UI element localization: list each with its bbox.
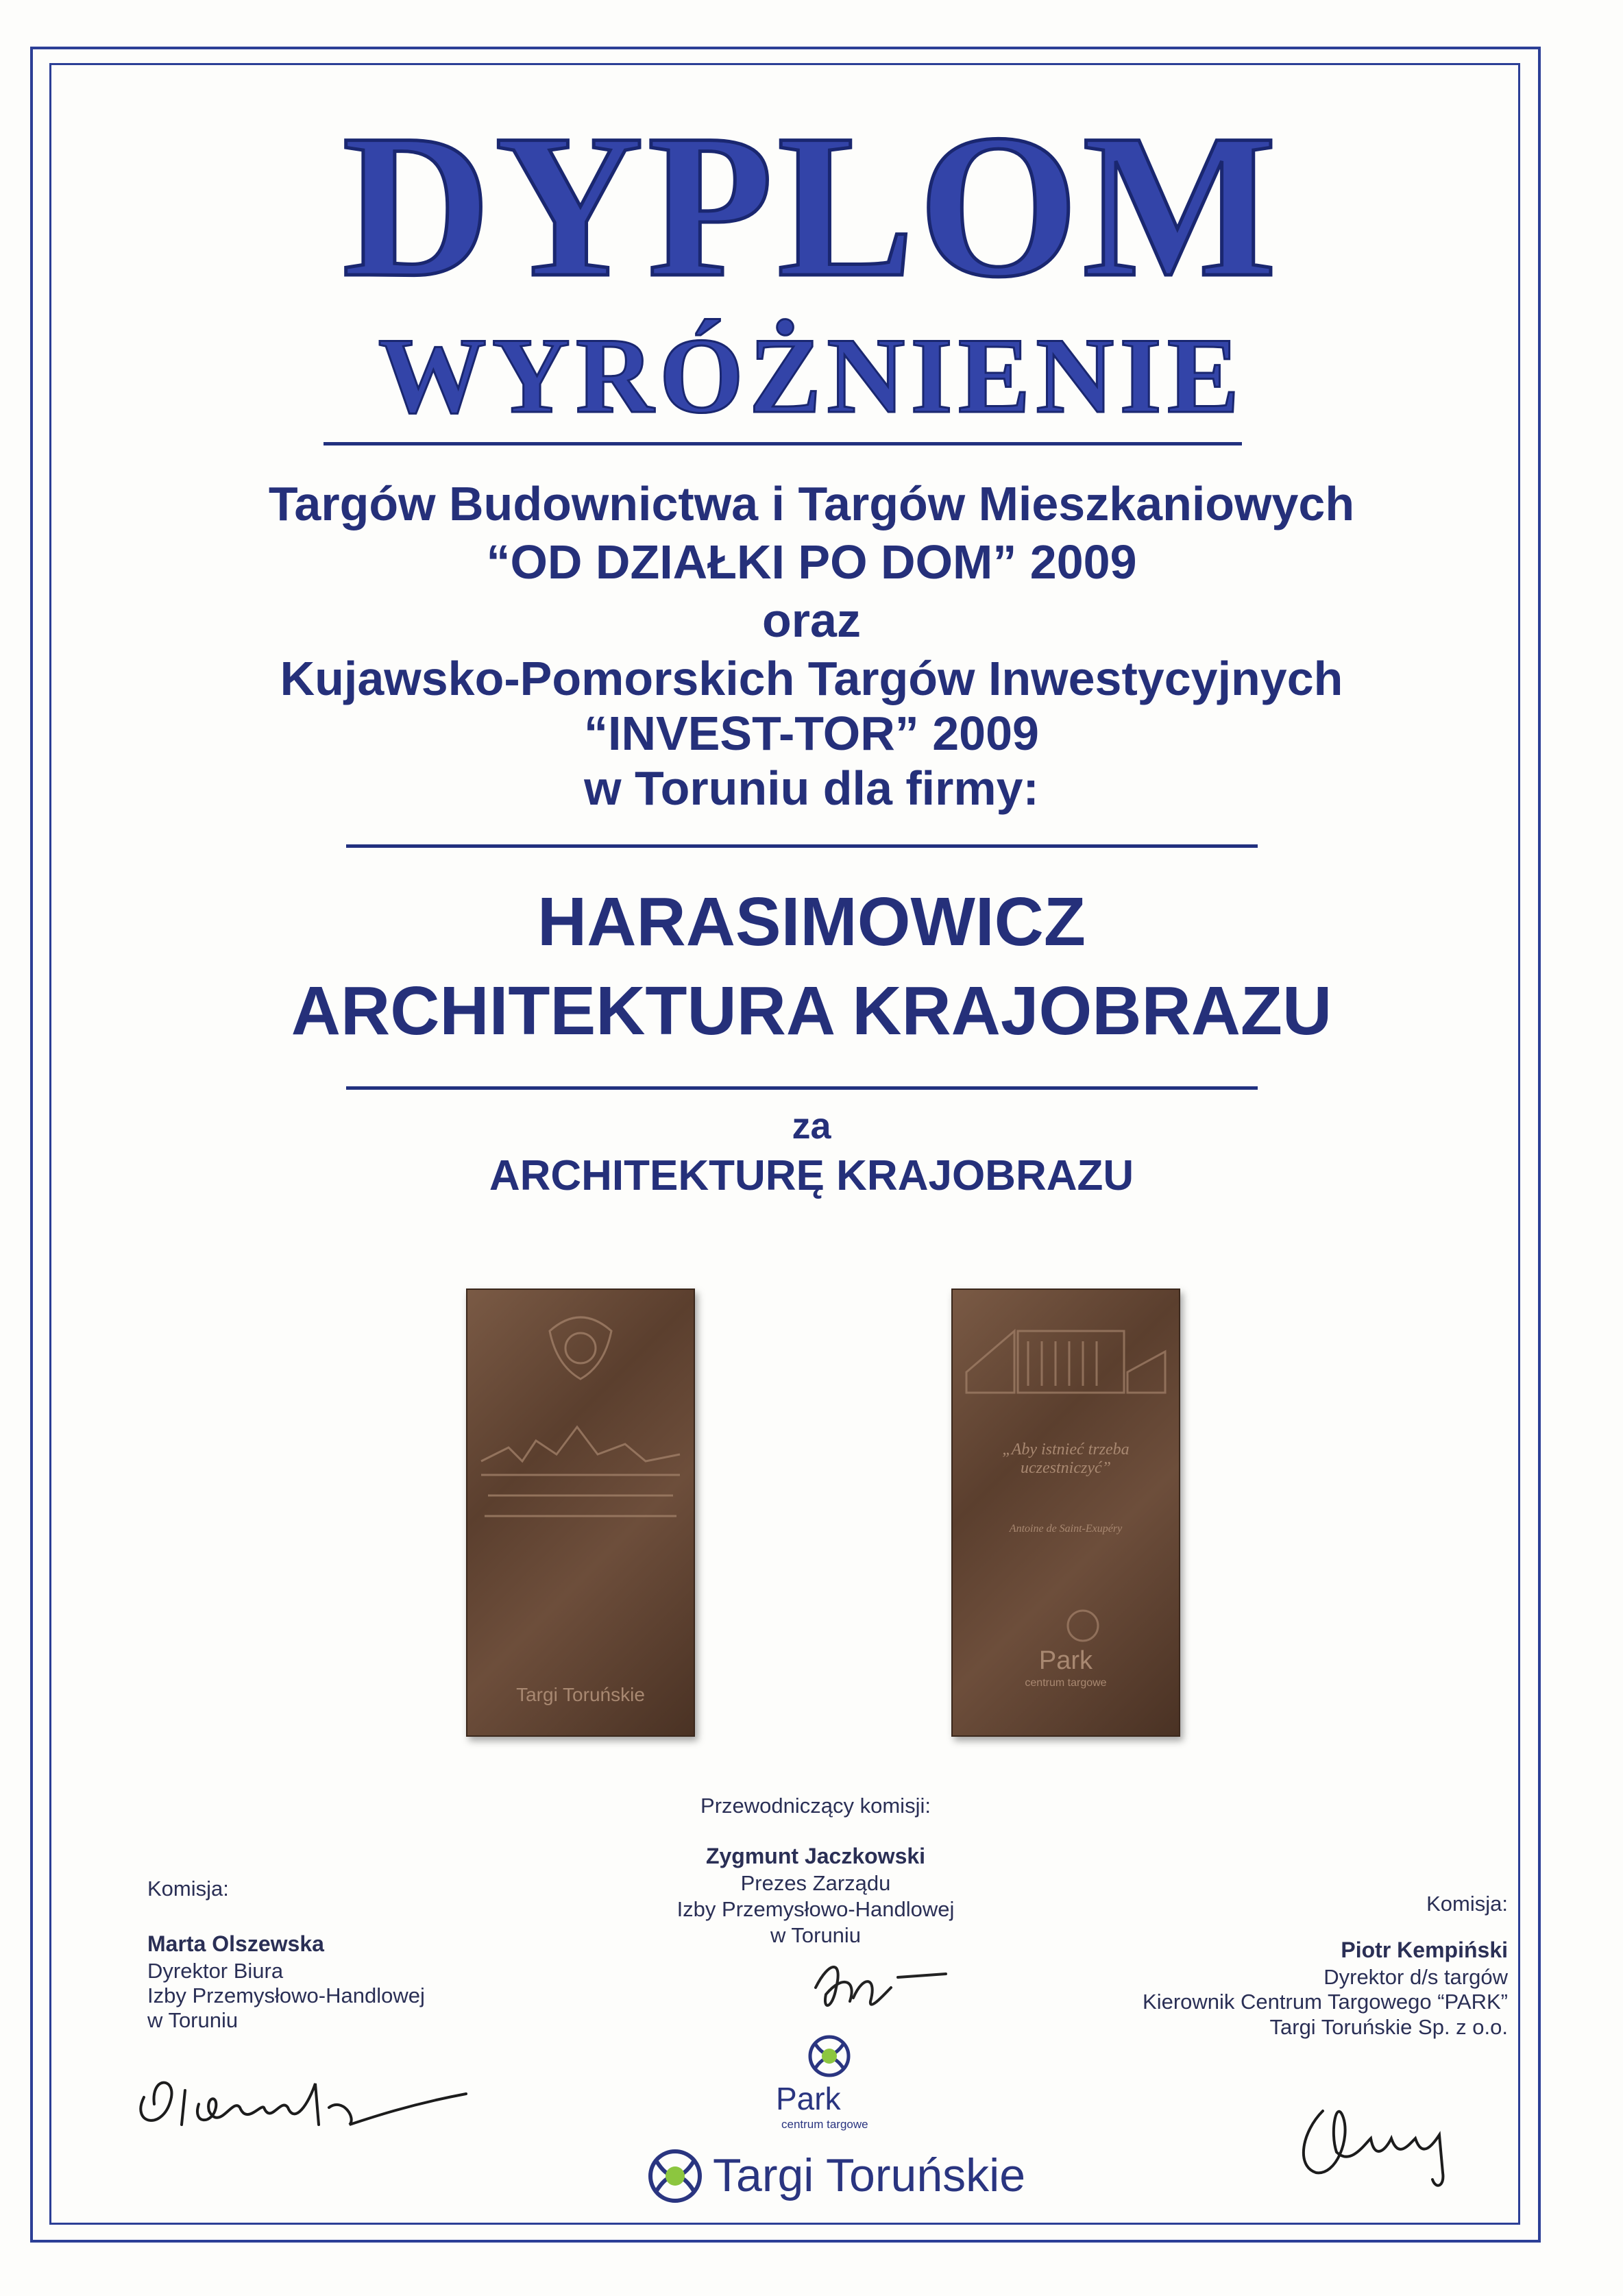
intro-line-2: “OD DZIAŁKI PO DOM” 2009 bbox=[486, 535, 1137, 589]
right-committee-label: Komisja: bbox=[1426, 1892, 1508, 1916]
intro-line-5: “INVEST-TOR” 2009 bbox=[584, 707, 1039, 760]
targi-logo-text: Targi Toruńskie bbox=[713, 2149, 1026, 2201]
chair-role-2: Izby Przemysłowo-Handlowej bbox=[676, 1897, 955, 1921]
divider-top bbox=[346, 844, 1258, 848]
left-committee-role-3: w Toruniu bbox=[147, 2008, 239, 2032]
targi-logo-icon bbox=[644, 2145, 706, 2207]
left-committee-role-2: Izby Przemysłowo-Handlowej bbox=[147, 1983, 425, 2007]
medal-right-quote: „Aby istnieć trzeba uczestniczyć” bbox=[1002, 1441, 1130, 1477]
right-committee-role-2: Kierownik Centrum Targowego “PARK” bbox=[1143, 1990, 1508, 2014]
chair-signature bbox=[802, 1946, 966, 2029]
company-name-2: ARCHITEKTURA KRAJOBRAZU bbox=[291, 973, 1332, 1049]
right-committee-name: Piotr Kempiński bbox=[1341, 1938, 1508, 1962]
company-name-1: HARASIMOWICZ bbox=[537, 883, 1086, 960]
medal-right-author: Antoine de Saint-Exupéry bbox=[1009, 1523, 1123, 1535]
intro-line-6: w Toruniu dla firmy: bbox=[584, 761, 1039, 815]
chair-name: Zygmunt Jaczkowski bbox=[705, 1844, 926, 1868]
left-committee-name: Marta Olszewska bbox=[147, 1931, 324, 1956]
title-underline bbox=[324, 442, 1242, 445]
diploma-title: DYPLOM bbox=[342, 92, 1281, 319]
intro-line-4: Kujawsko-Pomorskich Targów Inwestycyjnych bbox=[280, 652, 1343, 705]
right-signature bbox=[1289, 2070, 1494, 2193]
diploma-subtitle: WYRÓŻNIENIE bbox=[378, 316, 1245, 436]
chair-role-3: w Toruniu bbox=[770, 1923, 862, 1947]
medal-left bbox=[466, 1289, 695, 1737]
medal-right-brand: Park bbox=[1038, 1646, 1093, 1675]
medal-right bbox=[951, 1289, 1180, 1737]
divider-bottom bbox=[346, 1086, 1258, 1090]
medal-left-relief bbox=[467, 1290, 694, 1735]
park-logo-text: Park bbox=[776, 2081, 841, 2116]
chair-role-1: Prezes Zarządu bbox=[740, 1871, 891, 1895]
award-for: za bbox=[792, 1106, 831, 1147]
medal-left-label: Targi Toruńskie bbox=[516, 1684, 645, 1705]
award-reason: ARCHITEKTURĘ KRAJOBRAZU bbox=[489, 1152, 1134, 1199]
medal-right-brand-sub: centrum targowe bbox=[1025, 1677, 1107, 1689]
right-committee-role-3: Targi Toruńskie Sp. z o.o. bbox=[1269, 2015, 1508, 2039]
intro-line-3: oraz bbox=[762, 594, 861, 647]
intro-line-1: Targów Budownictwa i Targów Mieszkaniowych bbox=[268, 477, 1355, 530]
left-committee-role-1: Dyrektor Biura bbox=[147, 1959, 284, 1983]
right-committee-role-1: Dyrektor d/s targów bbox=[1323, 1965, 1508, 1989]
left-committee-label: Komisja: bbox=[147, 1877, 229, 1901]
chair-label: Przewodniczący komisji: bbox=[700, 1794, 931, 1818]
park-logo-subtext: centrum targowe bbox=[781, 2118, 868, 2131]
left-signature bbox=[123, 2042, 493, 2152]
